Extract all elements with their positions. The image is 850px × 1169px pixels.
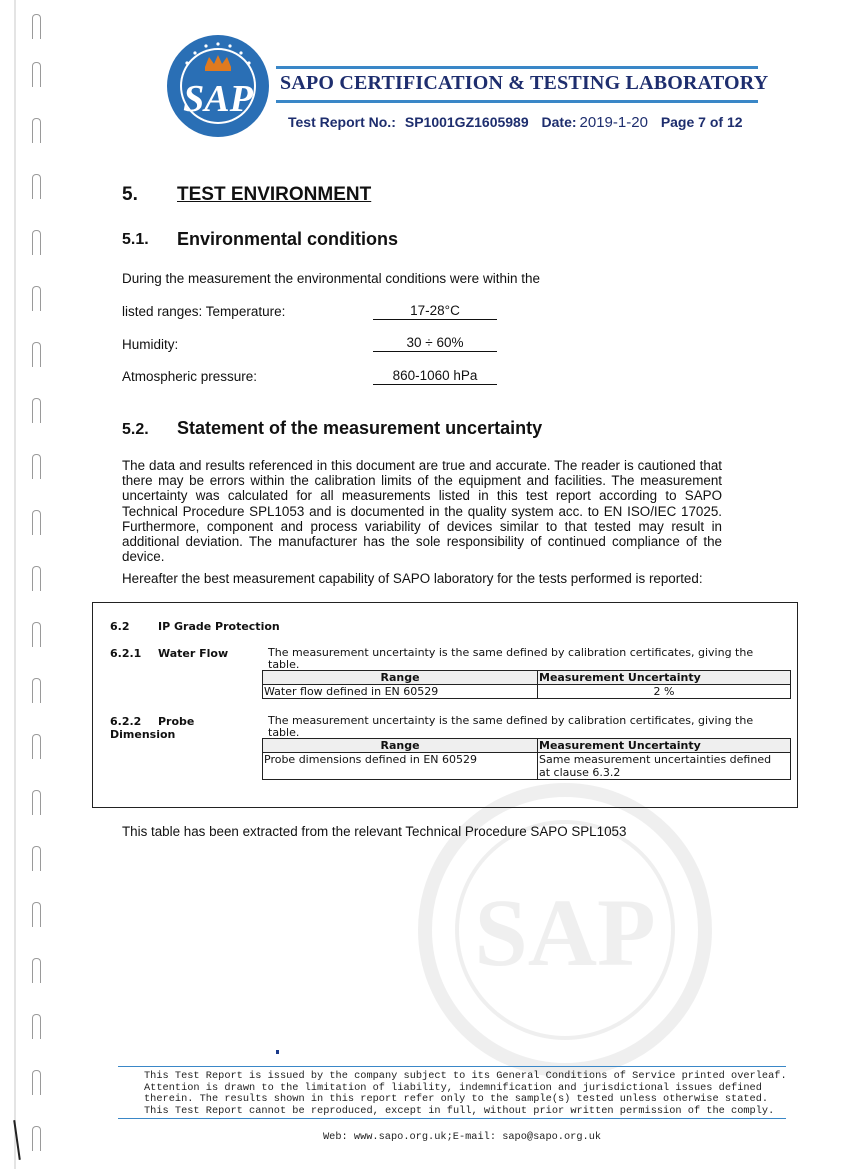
probe-uncertainty xyxy=(538,753,791,780)
header-rule-top xyxy=(276,66,758,69)
section-62-title: IP Grade Protection xyxy=(158,620,280,633)
binding-hole xyxy=(32,230,41,255)
footer-line: therein. The results shown in this report refer only to the sample(s) tested unless otherwise stated. xyxy=(144,1093,769,1105)
water-flow-range: Water flow defined in EN 60529 xyxy=(263,685,538,699)
probe-dimension-table xyxy=(262,738,791,780)
section-621-number: 6.2.1 xyxy=(110,647,142,660)
section-622-text-cont: table. xyxy=(268,726,300,739)
binding-hole xyxy=(32,454,41,479)
footer-contact: Web: www.sapo.org.uk;E-mail: sapo@sapo.org.uk xyxy=(323,1131,602,1143)
header-rule-bottom xyxy=(276,100,758,103)
binding-hole xyxy=(32,342,41,367)
section-52-title: Statement of the measurement uncertainty xyxy=(177,418,543,438)
footer-rule-bottom xyxy=(118,1118,786,1119)
water-flow-uncertainty: 2 % xyxy=(538,685,791,699)
binding-hole xyxy=(32,566,41,591)
section-621-text-cont: table. xyxy=(268,658,300,671)
date-label: Date: xyxy=(541,114,577,130)
section-622-title: Probe xyxy=(158,715,195,728)
pressure-label: Atmospheric pressure: xyxy=(122,369,258,384)
section-621-title: Water Flow xyxy=(158,647,229,660)
section-52-number: 5.2. xyxy=(122,421,149,438)
sapo-logo xyxy=(165,33,271,139)
binding-hole xyxy=(32,902,41,927)
binding-hole xyxy=(32,1014,41,1039)
range-header: Range xyxy=(263,739,538,753)
binding-hole xyxy=(32,510,41,535)
footer-line: This Test Report is issued by the company subject to its General Conditions of Service printed overleaf. xyxy=(144,1070,787,1082)
temperature-label: listed ranges: Temperature: xyxy=(122,304,286,319)
binding-hole xyxy=(32,790,41,815)
humidity-label: Humidity: xyxy=(122,337,179,352)
report-no-label: Test Report No.: xyxy=(288,114,396,130)
binding-edge xyxy=(0,0,60,1169)
binding-shadow xyxy=(14,0,16,1169)
section-51-title: Environmental conditions xyxy=(177,229,399,249)
range-header: Range xyxy=(263,671,538,685)
temperature-value: 17-28°C xyxy=(373,303,497,320)
binding-hole xyxy=(32,1126,41,1151)
section-62-number: 6.2 xyxy=(110,620,130,633)
pressure-value: 860-1060 hPa xyxy=(373,368,497,385)
binding-hole xyxy=(32,1070,41,1095)
binding-hole xyxy=(32,286,41,311)
binding-hole xyxy=(32,622,41,647)
section-622-title-cont: Dimension xyxy=(110,728,176,741)
footer-line: This Test Report cannot be reproduced, except in full, without prior written permission of the comply. xyxy=(144,1104,775,1117)
uncertainty-header: Measurement Uncertainty xyxy=(538,671,791,685)
footer-disclaimer xyxy=(144,1071,809,1117)
footer-line: Attention is drawn to the limitation of liability, indemnification and jurisdictional issues defined xyxy=(144,1081,762,1094)
page-indicator: Page 7 of 12 xyxy=(660,114,743,130)
binding-hole xyxy=(32,14,41,39)
environment-intro: During the measurement the environmental conditions were within the xyxy=(122,271,540,286)
water-flow-table xyxy=(262,670,791,699)
report-date: 2019-1-20 xyxy=(579,114,648,131)
uncertainty-statement: The data and results referenced in this document are true and accurate. The reader is cautioned that there may be errors within the calibration limits of the equipment and facilities. The measurement uncertainty was calculated for all measurements listed in this test report according to SAPO Technical Procedure SPL1053 and is documented in the quality system acc. to EN ISO/IEC 17025. Furthermore, component and process variability of devices similar to that tested may result in additional deviation. The manufacturer has the sole responsibility of continued compliance of the device. xyxy=(122,458,722,565)
svg-text:SAP: SAP xyxy=(474,879,656,986)
section-5-title: TEST ENVIRONMENT xyxy=(177,184,372,205)
table-source-note: This table has been extracted from the relevant Technical Procedure SAPO SPL1053 xyxy=(122,824,627,839)
capability-intro: Hereafter the best measurement capability of SAPO laboratory for the tests performed is reported: xyxy=(122,571,703,586)
section-622-text: The measurement uncertainty is the same defined by calibration certificates, giving the xyxy=(268,714,754,727)
uncertainty-header: Measurement Uncertainty xyxy=(538,739,791,753)
lab-name: SAPO CERTIFICATION & TESTING LABORATORY xyxy=(280,72,769,94)
binding-hole xyxy=(32,958,41,983)
humidity-value: 30 ÷ 60% xyxy=(373,335,497,352)
binding-hole xyxy=(32,174,41,199)
section-5-number: 5. xyxy=(122,184,138,205)
binding-hole xyxy=(32,846,41,871)
section-622-number: 6.2.2 xyxy=(110,715,142,728)
probe-range: Probe dimensions defined in EN 60529 xyxy=(263,753,538,780)
section-621-text: The measurement uncertainty is the same defined by calibration certificates, giving the xyxy=(268,646,754,659)
binding-hole xyxy=(32,62,41,87)
footer-rule-top xyxy=(118,1066,786,1067)
binding-hole xyxy=(32,398,41,423)
svg-text:SAP: SAP xyxy=(183,78,253,120)
report-no: SP1001GZ1605989 xyxy=(404,114,529,130)
binding-hole xyxy=(32,118,41,143)
binding-hole xyxy=(32,678,41,703)
report-info xyxy=(288,114,752,131)
binding-hole xyxy=(32,734,41,759)
ink-dot xyxy=(276,1050,279,1054)
section-51-number: 5.1. xyxy=(122,231,149,248)
probe-uncertainty-line1: Same measurement uncertainties defined xyxy=(539,753,772,766)
probe-uncertainty-line2: at clause 6.3.2 xyxy=(539,766,621,779)
